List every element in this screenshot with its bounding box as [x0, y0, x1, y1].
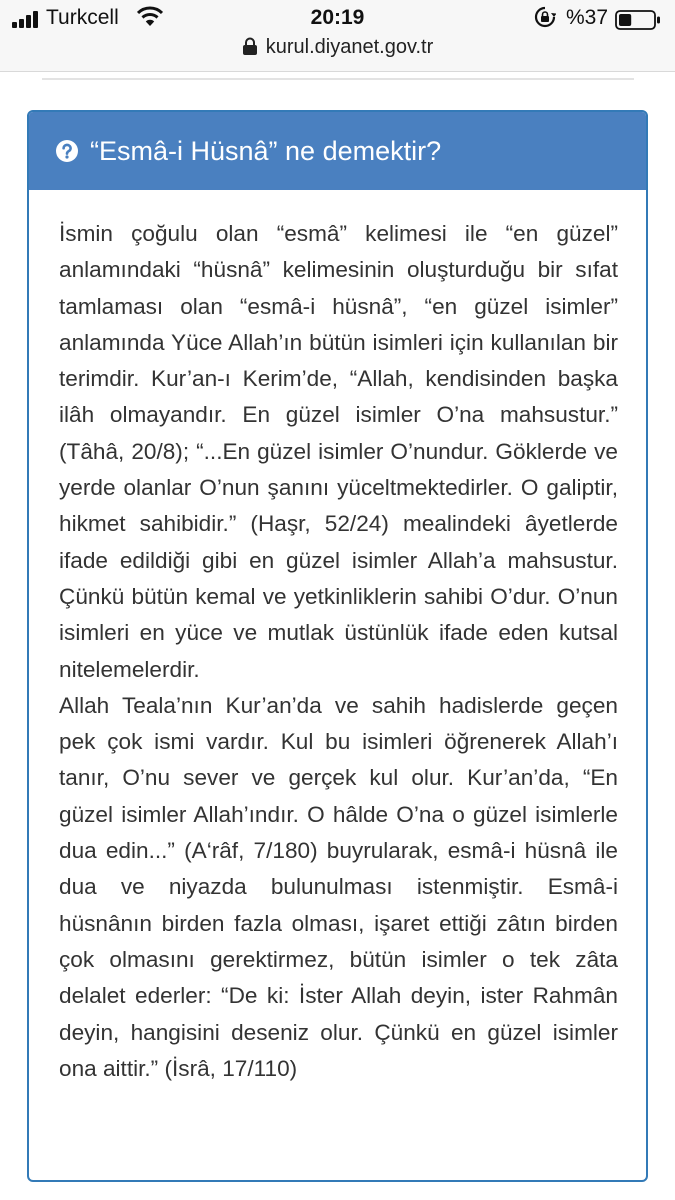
battery-icon	[615, 10, 661, 30]
url-text: kurul.diyanet.gov.tr	[265, 36, 434, 58]
paragraph-1: İsmin çoğulu olan “esmâ” kelimesi ile “en güzel” anlamındaki “hüsnâ” kelimesinin oluşturduğu bir sıfat tamlaması olan “esmâ-i hüsnâ”, “en güzel isimler” anlamında Yüce Allah’ın bütün isimleri için kullanılan bir terimdir. Kur’an-ı Kerim’de, “Allah, kendisinden başka ilâh olmayandır. En güzel isimler O’na mahsustur.” (Tâhâ, 20/8); “...En güzel isimler O’nundur. Göklerde ve yerde olanlar O’nun şanını yüceltmektedirler. O galiptir, hikmet sahibidir.” (Haşr, 52/24) mealindeki âyetlerde ifade edildiği gibi en güzel isimler Allah’a mahsustur. Çünkü bütün kemal ve yetkinliklerin sahibi O’dur. O’nun isimleri en yüce ve mutlak üstünlük ifade eden kutsal nitelemelerdir.	[59, 221, 618, 682]
battery-percentage: %37	[566, 6, 609, 29]
carrier-name: Turkcell	[46, 6, 119, 29]
clock: 20:19	[310, 6, 365, 29]
panel-title: “Esmâ-i Hüsnâ” ne demektir?	[90, 135, 442, 166]
panel-body	[29, 190, 646, 1087]
panel-heading	[29, 112, 646, 190]
address-bar[interactable]	[0, 36, 675, 62]
status-bar	[0, 0, 675, 72]
lock-icon	[242, 37, 258, 55]
faq-panel	[27, 110, 648, 1182]
paragraph-2: Allah Teala’nın Kur’an’da ve sahih hadislerde geçen pek çok ismi vardır. Kul bu isimleri öğrenerek Allah’ı tanır, O’nu sever ve gerçek kul olur. Kur’an’da, “En güzel isimler Allah’ındır. O hâlde O’na o güzel isimlerle dua edin...” (A‘râf, 7/180) buyrularak, esmâ-i hüsnâ ile dua ve niyazda bulunulması istenmiştir. Esmâ-i hüsnânın birden fazla olması, işaret ettiği zâtın birden çok olmasını gerektirmez, bütün isimler o tek zâta delalet ederler: “De ki: İster Allah deyin, ister Rahmân deyin, hangisini deseniz olur. Çünkü en güzel isimler ona aittir.” (İsrâ, 17/110)	[59, 692, 618, 1081]
divider	[42, 78, 634, 80]
question-circle-icon	[56, 140, 78, 162]
rotation-lock-icon	[534, 6, 556, 28]
